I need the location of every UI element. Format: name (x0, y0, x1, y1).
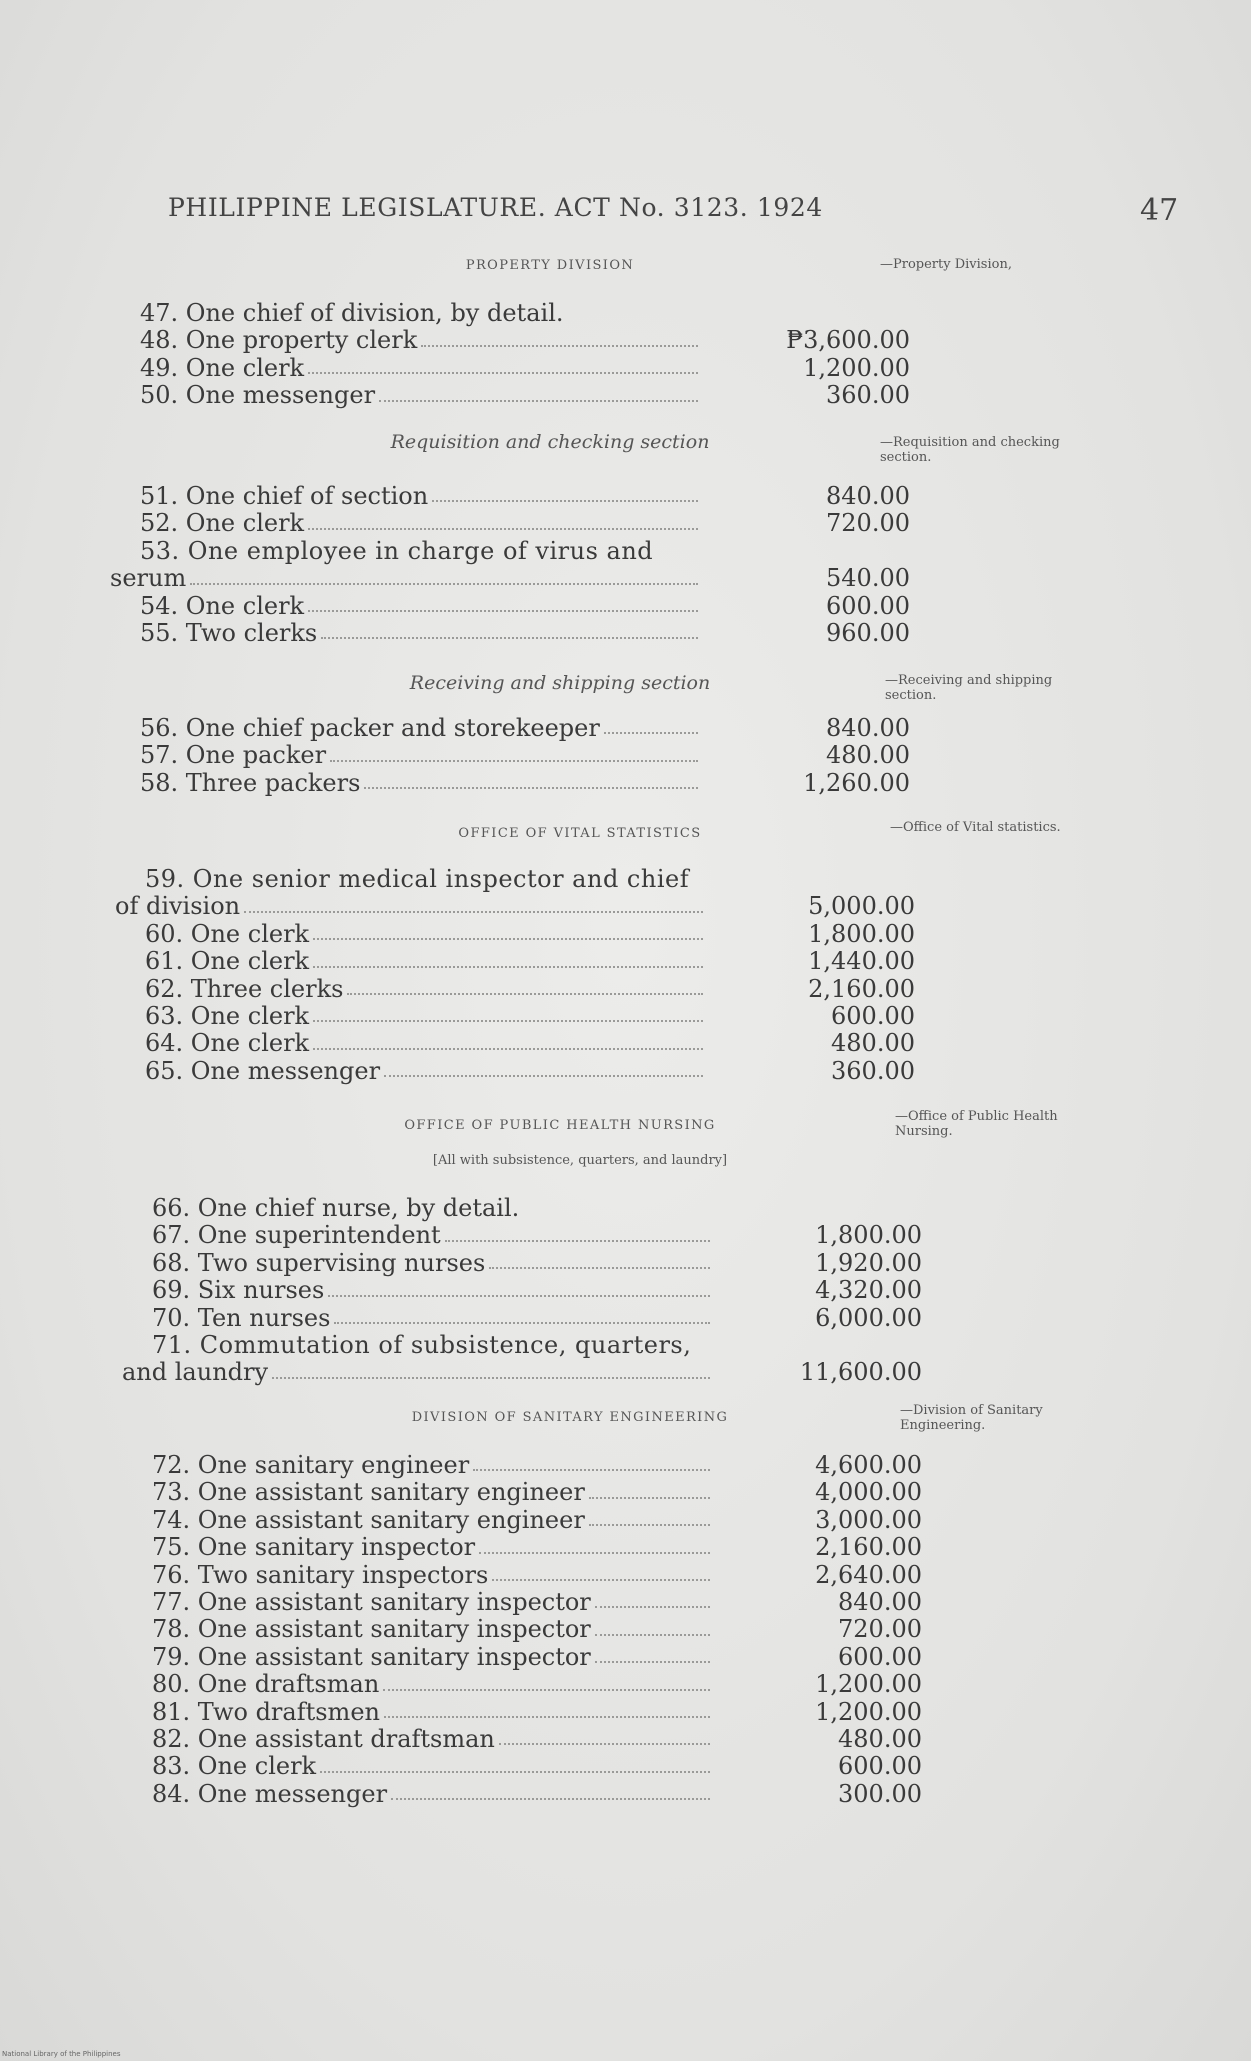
leader-dots (313, 921, 703, 940)
line-item-amount: 840.00 (826, 714, 910, 742)
line-item-text: 66. One chief nurse, by detail. (152, 1194, 520, 1222)
line-item-text: 65. One messenger (145, 1056, 381, 1085)
line-item-text: 53. One employee in charge of virus and (140, 536, 654, 565)
leader-dots (320, 1753, 710, 1772)
margin-note-sanitary: —Division of Sanitary Engineering. (900, 1403, 1043, 1433)
margin-note-requisition: —Requisition and checking section. (880, 435, 1060, 465)
line-item-text: 61. One clerk (145, 947, 310, 976)
line-item-amount: 600.00 (826, 591, 910, 620)
leader-dots (313, 1003, 703, 1022)
line-item-amount: 540.00 (826, 564, 910, 593)
line-item-amount: 360.00 (831, 1056, 915, 1085)
line-item-amount: 1,200.00 (815, 1697, 922, 1726)
leader-dots (308, 510, 698, 529)
leader-dots (499, 1726, 710, 1745)
line-item-text: 50. One messenger (140, 381, 376, 410)
line-item-text: 70. Ten nurses (152, 1303, 331, 1332)
leader-dots (190, 565, 698, 584)
margin-note-nursing: —Office of Public Health Nursing. (895, 1109, 1058, 1139)
line-item-amount: 840.00 (838, 1587, 922, 1616)
line-item-amount: 1,440.00 (808, 947, 915, 976)
line-item-amount: 2,160.00 (808, 974, 915, 1003)
leader-dots (589, 1507, 710, 1526)
leader-dots (492, 1562, 710, 1581)
line-item-amount: 1,260.00 (803, 768, 910, 797)
line-item-amount: 480.00 (831, 1029, 915, 1058)
line-item-text: 68. Two supervising nurses (152, 1248, 486, 1277)
line-item-text: 64. One clerk (145, 1029, 310, 1058)
line-item-amount: 600.00 (838, 1752, 922, 1781)
line-item-text: 83. One clerk (152, 1752, 317, 1781)
line-item-amount: 4,000.00 (815, 1478, 922, 1507)
line-item-amount: 480.00 (826, 741, 910, 770)
line-item-text: 55. Two clerks (140, 618, 318, 647)
line-item-amount: 4,600.00 (815, 1451, 922, 1479)
line-item-text: 60. One clerk (145, 919, 310, 948)
line-item-text: 48. One property clerk (140, 326, 418, 355)
leader-dots (313, 1030, 703, 1049)
line-item-amount: 2,640.00 (815, 1560, 922, 1589)
line-item-amount: 600.00 (831, 1001, 915, 1030)
line-item-amount: 960.00 (826, 618, 910, 647)
leader-dots (308, 355, 698, 374)
leader-dots (364, 770, 698, 789)
leader-dots (445, 1222, 710, 1241)
leader-dots (313, 948, 703, 967)
line-item-amount: 4,320.00 (815, 1276, 922, 1305)
line-item-text: 57. One packer (140, 741, 327, 770)
line-item-text: 47. One chief of division, by detail. (140, 299, 564, 327)
leader-dots (479, 1534, 710, 1553)
margin-note-receiving: —Receiving and shipping section. (885, 673, 1053, 703)
line-item-amount: 720.00 (826, 509, 910, 538)
line-item-text: 81. Two draftsmen (152, 1697, 380, 1726)
leader-dots (595, 1644, 710, 1663)
line-item-text: 71. Commutation of subsistence, quarters, (152, 1330, 692, 1359)
leader-dots (384, 1699, 710, 1718)
leader-dots (383, 1671, 710, 1690)
line-item-amount: 6,000.00 (815, 1303, 922, 1332)
line-item-amount: 300.00 (838, 1779, 922, 1808)
section-heading-sanitary: DIVISION OF SANITARY ENGINEERING (411, 1410, 729, 1425)
line-item-continuation: serum (110, 564, 187, 593)
section-heading-receiving: Receiving and shipping section (409, 672, 711, 694)
leader-dots (595, 1589, 710, 1608)
leader-dots (384, 1058, 703, 1077)
line-item-text: 67. One superintendent (152, 1221, 441, 1250)
leader-dots (308, 593, 698, 612)
leader-dots (589, 1479, 710, 1498)
section-heading-property: PROPERTY DIVISION (465, 258, 635, 273)
line-item-text: 73. One assistant sanitary engineer (152, 1478, 585, 1507)
line-item-amount: 2,160.00 (815, 1533, 922, 1562)
section-heading-nursing: OFFICE OF PUBLIC HEALTH NURSING (404, 1118, 716, 1133)
line-item-text: 49. One clerk (140, 353, 305, 382)
line-item-text: 76. Two sanitary inspectors (152, 1560, 489, 1589)
leader-dots (391, 1781, 710, 1800)
line-item-amount: 360.00 (826, 381, 910, 410)
leader-dots (272, 1359, 710, 1378)
leader-dots (347, 976, 703, 995)
line-item-amount: ₱3,600.00 (786, 326, 910, 355)
line-item-amount: 1,800.00 (808, 919, 915, 948)
line-item-amount: 1,200.00 (803, 353, 910, 382)
leader-dots (321, 620, 698, 639)
line-item-text: 74. One assistant sanitary engineer (152, 1505, 585, 1534)
leader-dots (244, 893, 703, 912)
line-item-amount: 3,000.00 (815, 1505, 922, 1534)
line-item-text: 52. One clerk (140, 509, 305, 538)
library-stamp: National Library of the Philippines (2, 2050, 121, 2058)
line-item-continuation: of division (115, 892, 241, 921)
leader-dots (334, 1305, 710, 1324)
line-item-text: 54. One clerk (140, 591, 305, 620)
section-heading-vital: OFFICE OF VITAL STATISTICS (458, 826, 702, 841)
line-item-amount: 11,600.00 (799, 1358, 922, 1387)
line-item-text: 62. Three clerks (145, 974, 344, 1003)
line-item-text: 79. One assistant sanitary inspector (152, 1642, 591, 1671)
line-item-text: 59. One senior medical inspector and chief (145, 865, 690, 893)
line-item-text: 72. One sanitary engineer (152, 1451, 470, 1479)
line-item-amount: 480.00 (838, 1724, 922, 1753)
leader-dots (489, 1250, 710, 1269)
leader-dots (330, 742, 698, 761)
leader-dots (473, 1452, 710, 1471)
margin-note-vital: —Office of Vital statistics. (890, 820, 1061, 835)
line-item-text: 77. One assistant sanitary inspector (152, 1587, 591, 1616)
line-item-amount: 1,920.00 (815, 1248, 922, 1277)
line-item-amount: 600.00 (838, 1642, 922, 1671)
line-item-text: 75. One sanitary inspector (152, 1533, 476, 1562)
leader-dots (328, 1277, 710, 1296)
section-heading-requisition: Requisition and checking section (390, 431, 710, 453)
line-item-amount: 1,800.00 (815, 1221, 922, 1250)
line-item-text: 84. One messenger (152, 1779, 388, 1808)
line-item-continuation: and laundry (122, 1358, 269, 1387)
line-item-amount: 5,000.00 (808, 892, 915, 921)
margin-note-property: —Property Division, (880, 257, 1012, 272)
line-item-amount: 720.00 (838, 1615, 922, 1644)
running-header: PHILIPPINE LEGISLATURE. ACT No. 3123. 1924 (168, 193, 823, 222)
page-number: 47 (1140, 193, 1179, 228)
line-item-amount: 840.00 (826, 482, 910, 510)
line-item-text: 58. Three packers (140, 768, 361, 797)
line-item-text: 80. One draftsman (152, 1670, 380, 1699)
line-item-amount: 1,200.00 (815, 1670, 922, 1699)
line-item-text: 56. One chief packer and storekeeper (140, 714, 600, 742)
line-item-text: 78. One assistant sanitary inspector (152, 1615, 591, 1644)
leader-dots (432, 483, 698, 502)
line-item-text: 51. One chief of section (140, 482, 429, 510)
line-item-text: 82. One assistant draftsman (152, 1724, 495, 1753)
leader-dots (379, 382, 698, 401)
leader-dots (595, 1616, 710, 1635)
leader-dots (421, 327, 698, 346)
leader-dots (604, 715, 698, 734)
line-item-text: 63. One clerk (145, 1001, 310, 1030)
section-note-nursing: [All with subsistence, quarters, and laundry] (432, 1153, 728, 1168)
line-item-text: 69. Six nurses (152, 1276, 325, 1305)
